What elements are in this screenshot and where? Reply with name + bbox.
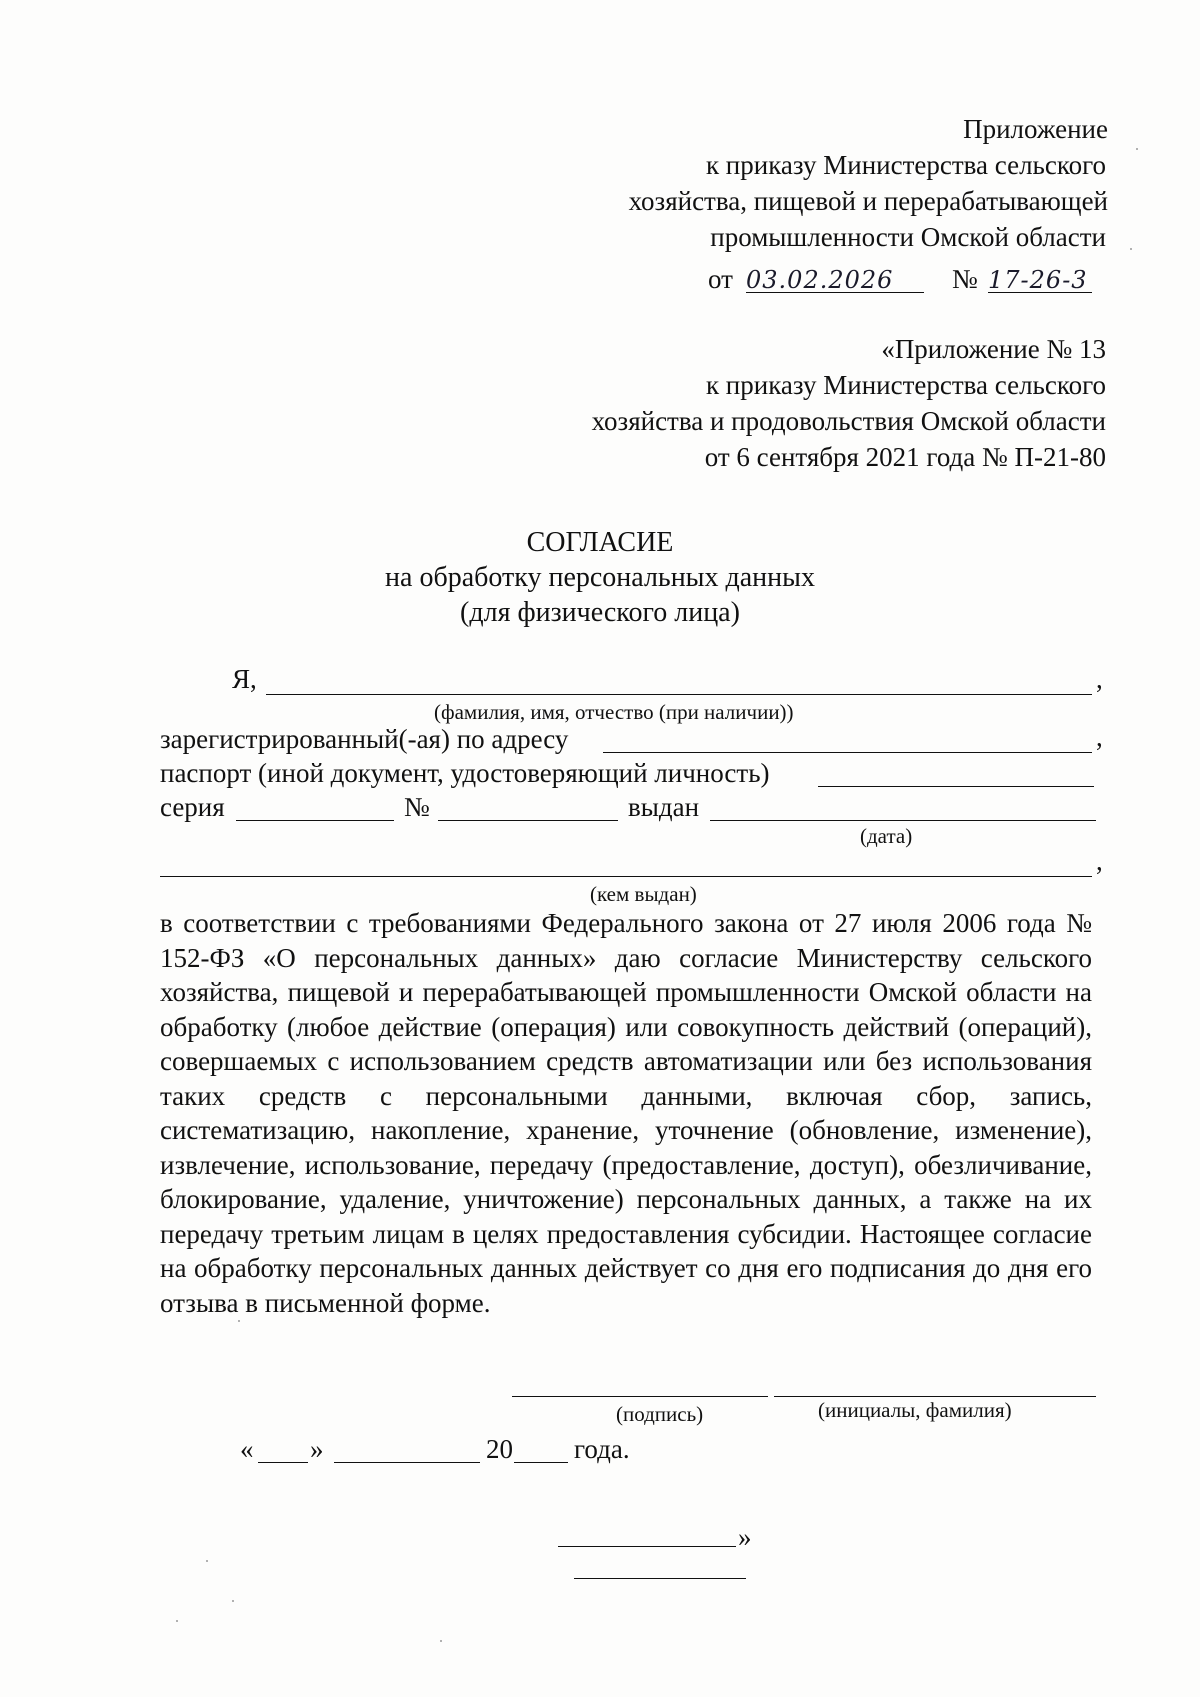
number-field-line[interactable] (438, 820, 618, 821)
passport-field-line[interactable] (818, 786, 1094, 787)
issuer-field-line[interactable] (160, 876, 1092, 877)
passport-label: паспорт (иной документ, удостоверяющий личность) (160, 758, 770, 788)
consent-body-text: в соответствии с требованиями Федерального закона от 27 июля 2006 года № 152-ФЗ «О персональных данных» даю согласие Министерству сельского хозяйства, пищевой и перерабатывающей промышленности Омской области на обработку (любое действие (операция) или совокупность действий (операций), совершаемых с использованием средств автоматизации или без использования таких средств с персональными данными, включая сбор, запись, систематизацию, накопление, хранение, уточнение (обновление, изменение), извлечение, использование, передачу (предоставление, доступ), обезличивание, блокирование, удаление, уничтожение) персональных данных, а также на их передачу третьим лицам в целях предоставления субсидии. Настоящее согласие на обработку персональных данных действует со дня его подписания до дня его отзыва в письменной форме. (160, 908, 1092, 1318)
issued-date-field-line[interactable] (710, 820, 1096, 821)
i-label: Я, (232, 664, 257, 694)
scan-speck (1136, 148, 1138, 150)
name-line[interactable] (774, 1396, 1096, 1397)
order-number-handwritten: 17-26-3 (988, 266, 1088, 294)
address-label: зарегистрированный(-ая) по адресу (160, 724, 569, 754)
appendix-order-line3: промышленности Омской области (710, 222, 1106, 252)
doc-subtitle-1: на обработку персональных данных (385, 562, 815, 593)
prior-appendix-line2: хозяйства и продовольствия Омской области (591, 406, 1106, 436)
scan-speck (176, 1620, 178, 1622)
prior-appendix-line3: от 6 сентября 2021 года № П-21-80 (704, 442, 1106, 472)
closing-line-1 (558, 1546, 736, 1547)
order-date-handwritten: 03.02.2026 (746, 266, 894, 294)
issuer-caption: (кем выдан) (590, 882, 697, 906)
signature-caption: (подпись) (616, 1402, 704, 1426)
scan-speck (238, 1320, 240, 1322)
fio-field-line[interactable] (266, 694, 1092, 695)
order-number-prefix: № (952, 264, 978, 294)
signature-line[interactable] (512, 1396, 768, 1397)
year-field-line[interactable] (514, 1462, 568, 1463)
series-field-line[interactable] (236, 820, 394, 821)
scan-speck (440, 1640, 442, 1642)
address-comma: , (1096, 722, 1103, 752)
number-label: № (404, 792, 430, 822)
date-caption: (дата) (860, 824, 913, 848)
prior-appendix-line1: к приказу Министерства сельского (705, 370, 1106, 400)
closing-quote: » (738, 1522, 752, 1552)
closing-line-2 (574, 1578, 746, 1579)
scan-speck (232, 1600, 234, 1602)
year-prefix: 20 (486, 1434, 513, 1464)
issuer-comma: , (1096, 846, 1103, 876)
series-label: серия (160, 792, 225, 822)
appendix-order-line2: хозяйства, пищевой и перерабатывающей (628, 186, 1108, 216)
scan-speck (206, 1560, 208, 1562)
date-quote-open: « (240, 1434, 254, 1464)
issued-label: выдан (628, 792, 700, 822)
appendix-order-line1: к приказу Министерства сельского (705, 150, 1106, 180)
year-suffix: года. (574, 1434, 630, 1464)
doc-title: СОГЛАСИЕ (526, 527, 674, 558)
address-field-line[interactable] (603, 752, 1092, 753)
month-field-line[interactable] (334, 1462, 480, 1463)
day-field-line[interactable] (258, 1462, 308, 1463)
date-quote-close: » (310, 1434, 324, 1464)
order-date-prefix: от (708, 264, 733, 294)
prior-appendix-title: «Приложение № 13 (881, 334, 1106, 364)
name-caption: (инициалы, фамилия) (818, 1398, 1012, 1422)
doc-subtitle-2: (для физического лица) (460, 597, 740, 628)
fio-caption: (фамилия, имя, отчество (при наличии)) (434, 700, 794, 724)
fio-comma: , (1096, 664, 1103, 694)
appendix-title: Приложение (963, 114, 1108, 144)
scan-speck (1130, 248, 1132, 250)
